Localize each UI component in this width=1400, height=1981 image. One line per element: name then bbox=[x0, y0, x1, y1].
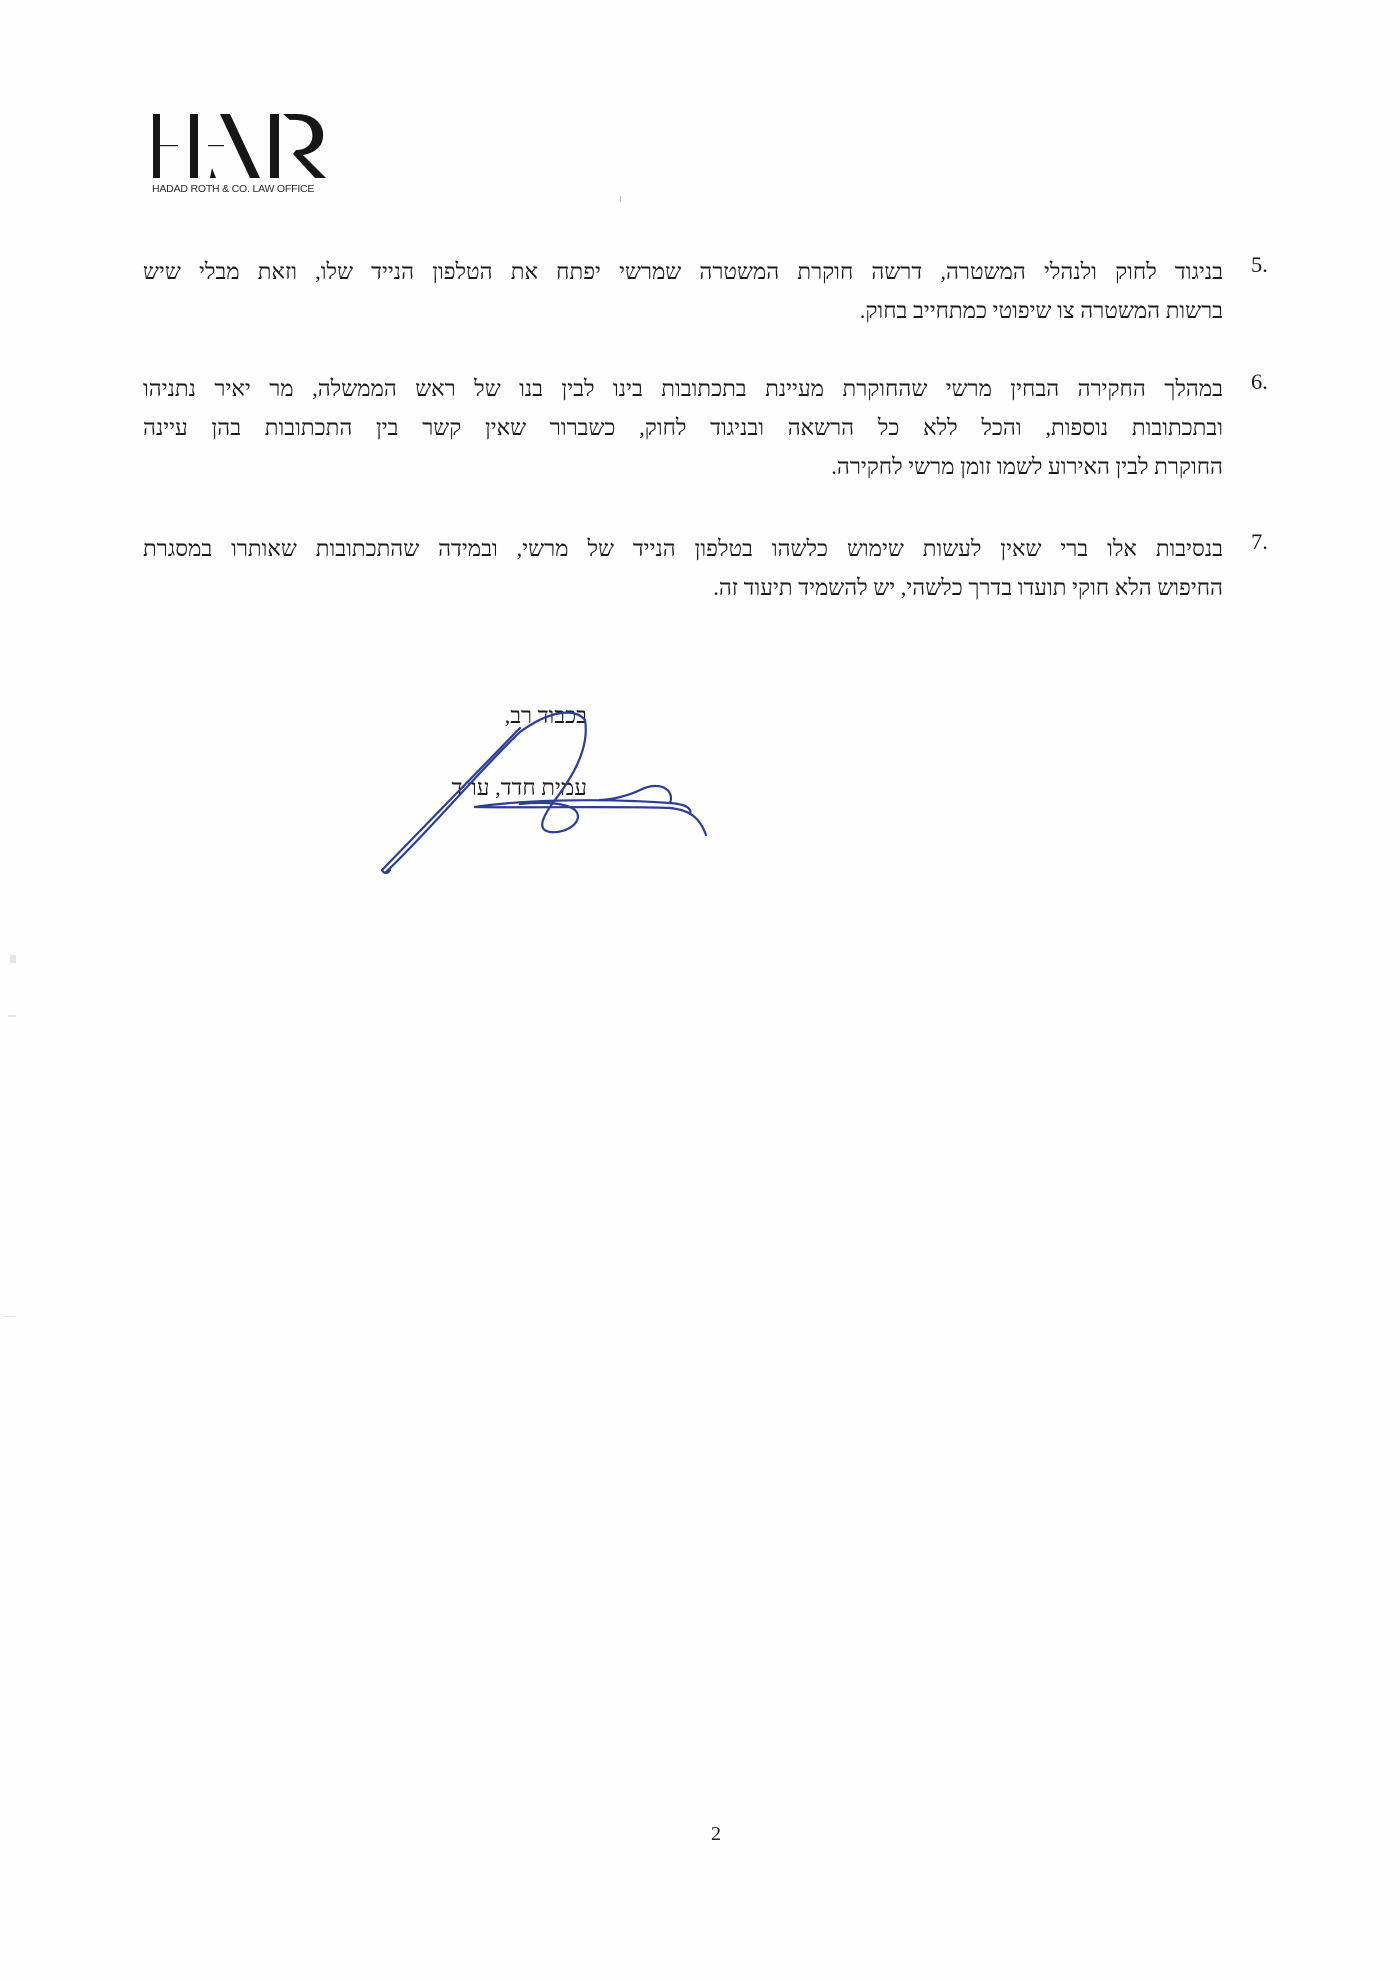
scan-artifact bbox=[2, 1316, 16, 1317]
paragraph-5 bbox=[143, 252, 1268, 330]
har-logo-mark-icon bbox=[150, 112, 335, 180]
paragraph-line: בנסיבות אלו ברי שאין לעשות שימוש כלשהו בטלפון הנייד של מרשי, ובמידה שהתכתובות שאותרו במסגרת bbox=[143, 536, 1223, 561]
firm-name: HADAD ROTH & CO. LAW OFFICE bbox=[152, 183, 315, 195]
paragraph-number: 5. bbox=[1251, 252, 1268, 277]
paragraph-7 bbox=[143, 529, 1268, 607]
scan-artifact bbox=[620, 196, 621, 202]
paragraph-line: החיפוש הלא חוקי תועדו בדרך כלשהי, יש להשמיד תיעוד זה. bbox=[713, 575, 1223, 600]
closing-salutation: בכבוד רב, bbox=[504, 703, 587, 728]
paragraph-line: ובתכתובות נוספות, והכל ללא כל הרשאה ובניגוד לחוק, כשברור שאין קשר בין התכתובות בהן עיינה bbox=[143, 415, 1223, 440]
handwritten-signature-icon bbox=[370, 690, 730, 890]
scan-artifact bbox=[8, 1015, 16, 1017]
scan-artifact bbox=[10, 955, 16, 963]
paragraph-6 bbox=[143, 369, 1268, 486]
paragraph-line: בניגוד לחוק ולנהלי המשטרה, דרשה חוקרת המשטרה שמרשי יפתח את הטלפון הנייד שלו, וזאת מבלי שיש bbox=[143, 259, 1223, 284]
paragraph-line: ברשות המשטרה צו שיפוטי כמתחייב בחוק. bbox=[859, 298, 1223, 323]
paragraph-number: 7. bbox=[1251, 529, 1268, 554]
paragraph-number: 6. bbox=[1251, 369, 1268, 394]
paragraph-line: במהלך החקירה הבחין מרשי שהחוקרת מעיינת בתכתובות בינו לבין בנו של ראש הממשלה, מר יאיר נתניהו bbox=[143, 376, 1223, 401]
page-number: 2 bbox=[711, 1823, 721, 1845]
paragraph-line: החוקרת לבין האירוע לשמו זומן מרשי לחקירה. bbox=[831, 454, 1223, 479]
firm-logo bbox=[150, 112, 335, 202]
signer-name: עמית חדד, עו״ד bbox=[451, 775, 587, 800]
